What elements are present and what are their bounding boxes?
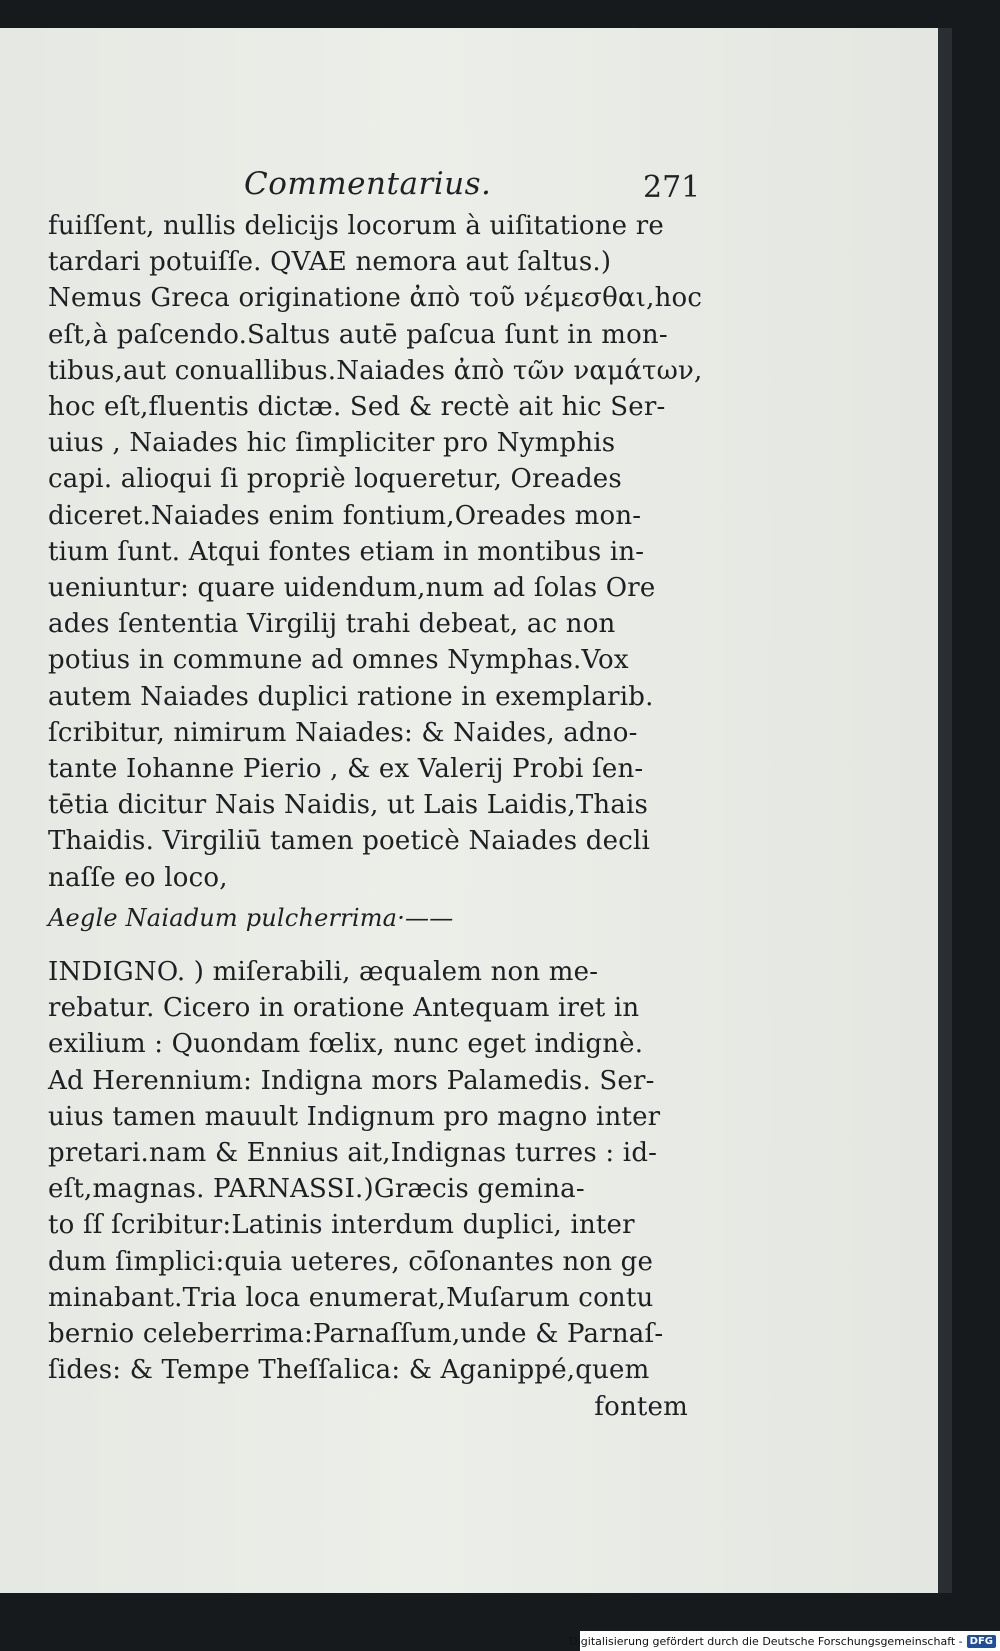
text-line: Ad Herennium: Indigna mors Palamedis. Ser-: [48, 1065, 655, 1096]
text-line: ſcribitur, nimirum Naiades: & Naides, adno-: [48, 717, 638, 748]
text-line: tium ſunt. Atqui fontes etiam in montibus in-: [48, 536, 645, 567]
text-line: dum ſimplici:quia ueteres, cōſonantes non ge: [48, 1246, 654, 1277]
paragraph-naiades: [48, 208, 703, 896]
text-line: naſſe eo loco,: [48, 862, 228, 893]
text-line: hoc eſt,fluentis dictæ. Sed & rectè ait hic Ser-: [48, 392, 666, 423]
text-line: tardari potuiſſe. QVAE nemora aut ſaltus.): [48, 247, 612, 278]
text-line: exilium : Quondam fœlix, nunc eget indignè.: [48, 1029, 644, 1060]
text-line: bernio celeberrima:Parnaſſum,unde & Parnaſ-: [48, 1319, 664, 1350]
text-line: potius in commune ad omnes Nymphas.Vox: [48, 645, 629, 676]
paragraph-indigno: [48, 954, 688, 1388]
running-head: Commentarius.: [244, 166, 492, 202]
text-line: minabant.Tria loca enumerat,Muſarum contu: [48, 1282, 654, 1313]
text-line: uius , Naiades hic ſimpliciter pro Nymphis: [48, 428, 616, 459]
text-line: tante Iohanne Pierio , & ex Valerij Probi ſen-: [48, 754, 644, 785]
text-line: capi. alioqui ſi propriè loqueretur, Oreades: [48, 464, 622, 495]
text-line: fuiſſent, nullis delicijs locorum à uiſitatione re: [48, 211, 664, 241]
page-number: 271: [643, 170, 701, 205]
digitization-credit-bar: [569, 1631, 1000, 1651]
text-line: uius tamen mauult Indignum pro magno inter: [48, 1101, 661, 1132]
digitization-credit: Digitalisierung gefördert durch die Deutsche Forschungsgemeinschaft -: [569, 1634, 963, 1648]
page-text-block: [48, 138, 703, 1425]
text-line: pretari.nam & Ennius ait,Indignas turres : id-: [48, 1138, 658, 1169]
text-line: to ſſ ſcribitur:Latinis interdum duplici, inter: [48, 1210, 635, 1241]
text-line: ſides: & Tempe Theſſalica: & Aganippé,quem: [48, 1355, 650, 1386]
text-line: tētia dicitur Nais Naidis, ut Lais Laidis,Thais: [48, 790, 649, 821]
text-line: eſt,à paſcendo.Saltus autē paſcua ſunt in mon-: [48, 319, 668, 350]
book-page: [0, 28, 950, 1593]
text-line: autem Naiades duplici ratione in exemplarib.: [48, 681, 654, 712]
text-line: ades ſententia Virgilij trahi debeat, ac non: [48, 609, 616, 640]
page-edge-shadow: [938, 28, 952, 1593]
text-line: eſt,magnas. PARNASSI.)Græcis gemina-: [48, 1174, 585, 1205]
dfg-logo: DFG: [967, 1635, 996, 1648]
text-line: Nemus Greca originatione ἀπὸ τοῦ νέμεσθαι,hoc: [48, 283, 703, 314]
verse-quote: Aegle Naiadum pulcherrima·——: [48, 903, 454, 932]
text-line: diceret.Naiades enim fontium,Oreades mon-: [48, 500, 642, 531]
text-line: rebatur. Cicero in oratione Antequam iret in: [48, 993, 640, 1024]
page-header: [48, 138, 701, 208]
text-line: Thaidis. Virgiliū tamen poeticè Naiades decli: [48, 826, 650, 857]
catchword: fontem: [594, 1391, 688, 1422]
text-line: ueniuntur: quare uidendum,num ad ſolas Ore: [48, 573, 656, 604]
text-line: INDIGNO. ) miſerabili, æqualem non me-: [48, 957, 599, 988]
text-line: tibus,aut conuallibus.Naiades ἀπὸ τῶν ναμάτων,: [48, 355, 703, 386]
